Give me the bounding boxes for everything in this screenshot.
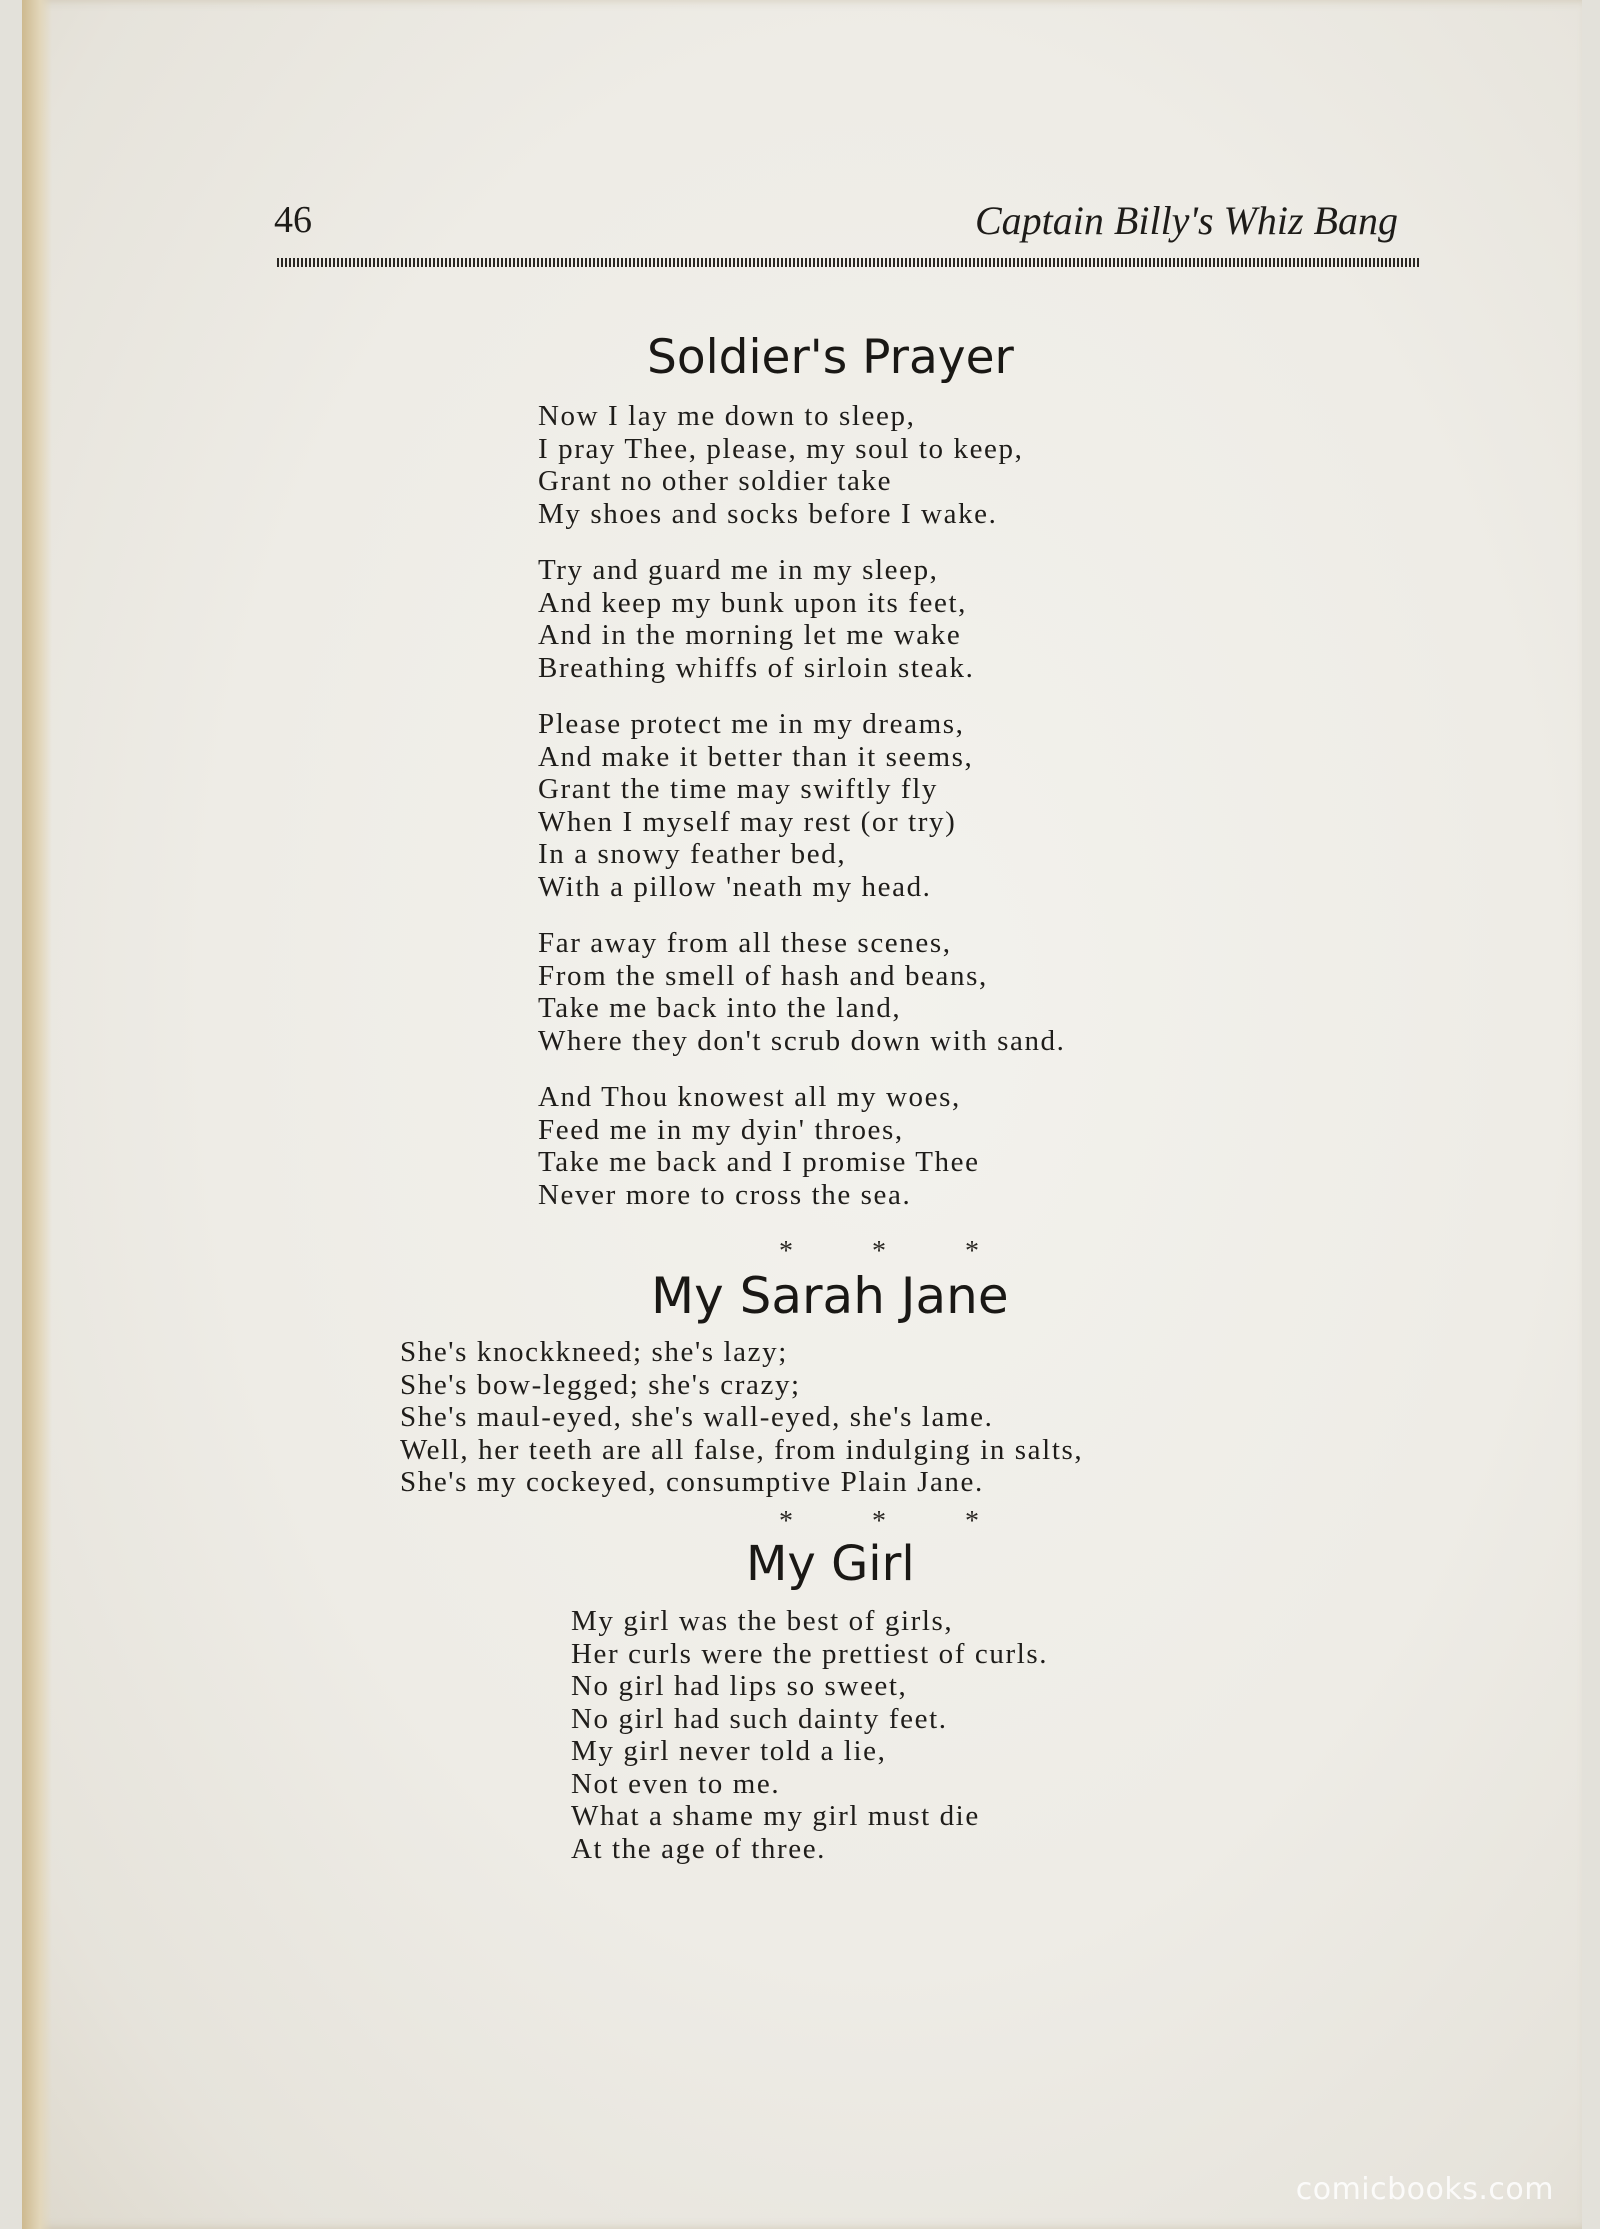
stanza [538, 927, 1066, 1057]
verse-line: My girl never told a lie, [571, 1735, 887, 1767]
stanza [538, 1081, 1066, 1211]
poem-body-my-sarah-jane [400, 1336, 1083, 1523]
verse-line: Breathing whiffs of sirloin steak. [538, 651, 975, 684]
header-rule [277, 258, 1419, 267]
verse-line: From the smell of hash and beans, [538, 959, 988, 992]
verse-line: Not even to me. [571, 1767, 781, 1800]
stanza [538, 708, 1066, 903]
verse-line: And make it better than it seems, [538, 740, 974, 773]
verse-line: When I myself may rest (or try) [538, 805, 957, 838]
stanza [400, 1336, 1083, 1499]
verse-line: I pray Thee, please, my soul to keep, [538, 432, 1024, 465]
stanza [538, 400, 1066, 530]
verse-line: Try and guard me in my sleep, [538, 554, 939, 586]
verse-line: At the age of three. [571, 1832, 827, 1865]
verse-line: No girl had such dainty feet. [571, 1702, 948, 1735]
verse-line: My shoes and socks before I wake. [538, 497, 998, 530]
poem-title-soldiers-prayer: Soldier's Prayer [647, 330, 1014, 385]
verse-line: Now I lay me down to sleep, [538, 400, 916, 432]
verse-line: She's maul-eyed, she's wall-eyed, she's lame. [400, 1401, 994, 1433]
watermark: comicbooks.com [1295, 2172, 1554, 2207]
verse-line: My girl was the best of girls, [571, 1605, 954, 1637]
verse-line: And Thou knowest all my woes, [538, 1081, 961, 1113]
section-separator: * * * [779, 1506, 1015, 1537]
verse-line: In a snowy feather bed, [538, 838, 847, 870]
section-separator: * * * [779, 1236, 1015, 1267]
verse-line: Grant the time may swiftly fly [538, 773, 938, 805]
verse-line: Well, her teeth are all false, from indulging in salts, [400, 1433, 1084, 1466]
verse-line: With a pillow 'neath my head. [538, 870, 932, 903]
verse-line: Take me back and I promise Thee [538, 1146, 980, 1178]
verse-line: And keep my bunk upon its feet, [538, 586, 967, 619]
verse-line: She's my cockeyed, consumptive Plain Jane. [400, 1466, 984, 1498]
verse-line: Please protect me in my dreams, [538, 708, 965, 740]
page-number: 46 [274, 199, 312, 241]
stanza [538, 554, 1066, 684]
verse-line: And in the morning let me wake [538, 619, 962, 651]
poem-title-my-girl: My Girl [746, 1536, 915, 1592]
verse-line: No girl had lips so sweet, [571, 1670, 908, 1702]
verse-line: Grant no other soldier take [538, 465, 893, 497]
verse-line: Feed me in my dyin' throes, [538, 1113, 904, 1146]
poem-body-soldiers-prayer [538, 400, 1066, 1235]
verse-line: She's knockkneed; she's lazy; [400, 1336, 788, 1368]
verse-line: Where they don't scrub down with sand. [538, 1024, 1066, 1057]
poem-title-my-sarah-jane: My Sarah Jane [651, 1267, 1009, 1325]
verse-line: She's bow-legged; she's crazy; [400, 1368, 801, 1401]
page-spine-shadow [22, 0, 52, 2229]
running-title: Captain Billy's Whiz Bang [975, 198, 1398, 243]
verse-line: Never more to cross the sea. [538, 1178, 912, 1211]
stanza [571, 1605, 1048, 1865]
verse-line: Her curls were the prettiest of curls. [571, 1637, 1049, 1670]
verse-line: Take me back into the land, [538, 992, 902, 1024]
magazine-page [22, 0, 1582, 2229]
verse-line: What a shame my girl must die [571, 1800, 980, 1832]
poem-body-my-girl [571, 1605, 1048, 1889]
verse-line: Far away from all these scenes, [538, 927, 952, 959]
